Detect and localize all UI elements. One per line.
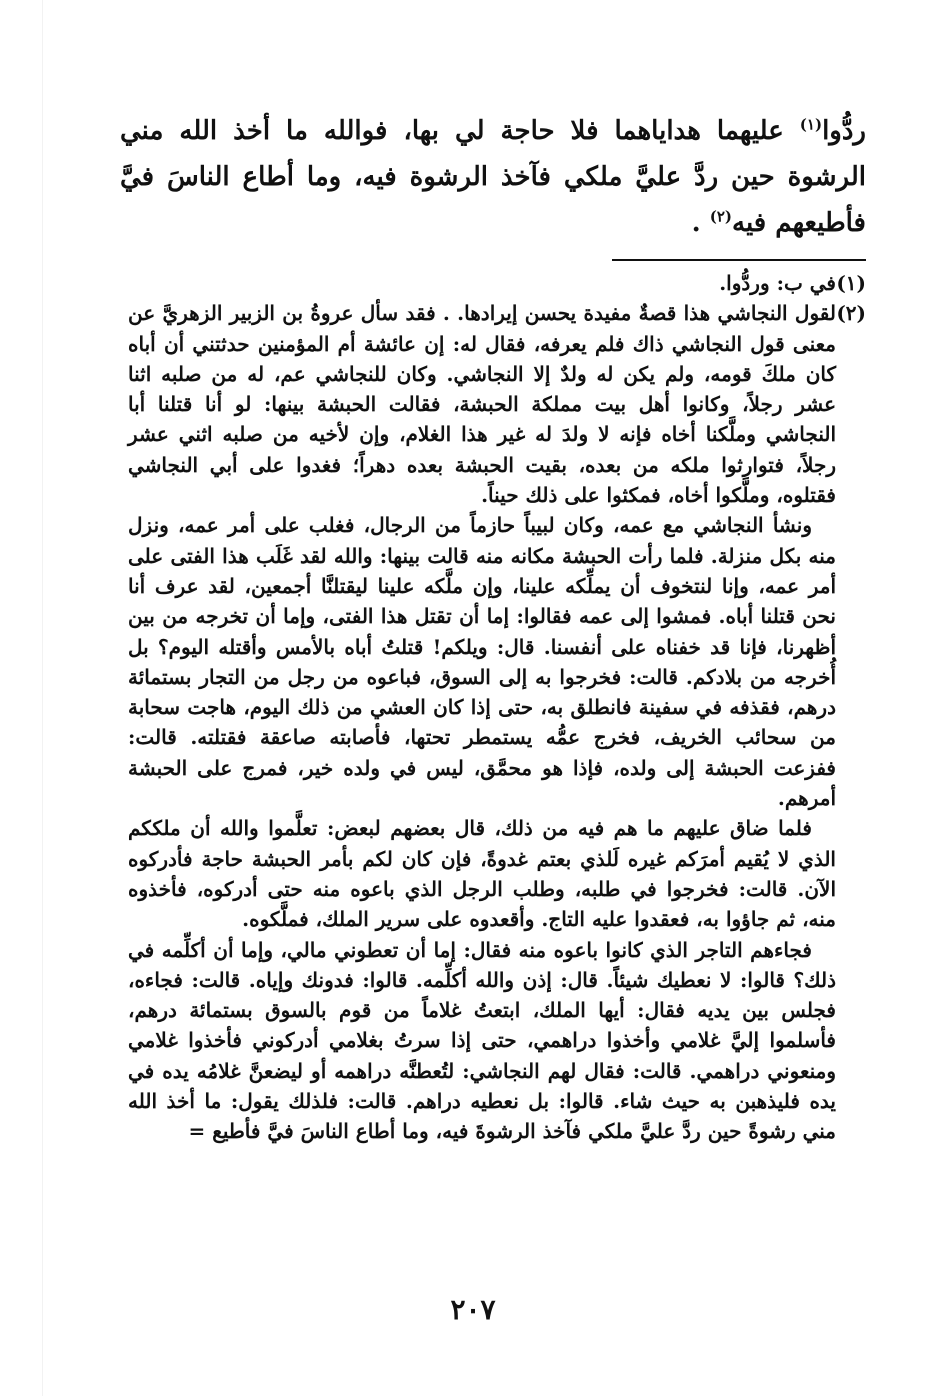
main-text bbox=[120, 108, 866, 246]
footnote-2 bbox=[128, 298, 866, 1146]
footnote-1-number: (١) bbox=[836, 271, 866, 295]
main-paragraph bbox=[120, 108, 866, 246]
main-word-raddu: ردُّوا bbox=[822, 116, 866, 146]
footnote-2-paragraph-4: فجاءهم التاجر الذي كانوا باعوه منه فقال: إما أن تعطوني مالي، وإما أن أكلِّمه في ذلك؟ قالوا: لا نعطيك شيئاً. قال: إذن والله أكلِّمه. قالوا: فدونك وإياه. قالت: فجاءه، فجلس بين يديه فقال: أيها الملك، ابتعتُ غلاماً من قوم بالسوق بستمائة درهم، فأسلموا إليَّ غلامي وأخذوا دراهمي، حتى إذا سرتُ بغلامي أدركوني فأخذوا غلامي ومنعوني دراهمي. قالت: فقال لهم النجاشي: لتُعطنَّه دراهمه أو ليضعنَّ غلامُه يده في يده فليذهبن به حيث شاء. قالوا: بل نعطيه دراهم. قالت: فلذلك يقول: ما أخذ الله مني رشوةً حين ردَّ عليَّ ملكي فآخذ الرشوةَ فيه، وما أطاع الناسَ فيَّ فأطيع = bbox=[128, 937, 836, 1144]
footnote-ref-1[interactable]: (١) bbox=[799, 115, 823, 134]
footnote-ref-2[interactable]: (٢) bbox=[709, 207, 732, 226]
footnote-2-paragraph-3: فلما ضاق عليهم ما هم فيه من ذلك، قال بعضهم لبعض: تعلَّموا والله أن ملككم الذي لا يُقيم أمرَكم غيره لَلذي بعتم غدوةً، فإن كان لكم بأمر الحبشة حاجة فأدركوه الآن. قالت: فخرجوا في طلبه، وطلب الرجل الذي باعوه منه حتى أدركوه، فأخذوه منه، ثم جاؤوا به، فعقدوا عليه التاج. وأقعدوه على سرير الملك، فملَّكوه. bbox=[128, 816, 836, 932]
page-number: ٢٠٧ bbox=[450, 1293, 496, 1326]
footnotes bbox=[128, 268, 866, 1147]
footnote-1 bbox=[128, 268, 866, 298]
footnote-2-number: (٢) bbox=[836, 301, 866, 326]
main-text-end: . bbox=[691, 208, 710, 238]
footnote-separator bbox=[612, 259, 866, 261]
scan-edge-line bbox=[42, 0, 43, 1396]
footnote-1-body bbox=[128, 268, 836, 298]
footnote-2-body bbox=[128, 298, 836, 1146]
footnote-2-paragraph-1: لقول النجاشي هذا قصةٌ مفيدة يحسن إيرادها. . فقد سأل عروةُ بن الزبير الزهريَّ عن معنى قول النجاشي ذاك فلم يعرفه، فقال له: إن عائشة أم المؤمنين حدثتني أن أباه كان ملكَ قومه، ولم يكن له ولدٌ إلا النجاشي. وكان للنجاشي عم، له من صلبه اثنا عشر رجلاً، وكانوا أهل بيت مملكة الحبشة، فقالت الحبشة بينها: لو أنا قتلنا أبا النجاشي وملَّكنا أخاه فإنه لا ولدَ له غير هذا الغلام، وإن لأخيه من صلبه اثني عشر رجلاً، فتوارثوا ملكه من بعده، بقيت الحبشة بعده دهراً؛ فغدوا على أبي النجاشي فقتلوه، وملَّكوا أخاه، فمكثوا على ذلك حيناً. bbox=[128, 301, 836, 508]
footnote-1-text: في ب: وردُّوا. bbox=[719, 271, 836, 295]
footnote-2-paragraph-2: ونشأ النجاشي مع عمه، وكان لبيباً حازماً من الرجال، فغلب على أمر عمه، ونزل منه بكل منزلة. فلما رأت الحبشة مكانه منه قالت بينها: والله لقد غَلَب هذا الفتى على أمر عمه، وإنا لنتخوف أن يملِّكه علينا، وإن ملَّكه علينا ليقتلنَّا أجمعين، لقد عرف أنا نحن قتلنا أباه. فمشوا إلى عمه فقالوا: إما أن تقتل هذا الفتى، وإما أن تخرجه من بين أظهرنا، فإنا قد خفناه على أنفسنا. قال: ويلكم! قتلتُ أباه بالأمس وأقتله اليوم؟ بل أُخرجه من بلادكم. قالت: فخرجوا به إلى السوق، فباعوه من رجل من التجار بستمائة درهم، فقذفه في سفينة فانطلق به، حتى إذا كان العشي من ذلك اليوم، هاجت سحابة من سحائب الخريف، فخرج عمُّه يستمطر تحتها، فأصابته صاعقة فقتلته. قالت: ففزعت الحبشة إلى ولده، فإذا هو محمَّق، ليس في ولده خير، فمرج على الحبشة أمرهم. bbox=[128, 513, 837, 811]
main-text-body: عليهما هداياهما فلا حاجة لي بها، فوالله ما أخذ الله مني الرشوة حين ردَّ عليَّ ملكي فآخذ الرشوة فيه، وما أطاع الناسَ فيَّ فأطيعهم فيه bbox=[120, 116, 866, 238]
